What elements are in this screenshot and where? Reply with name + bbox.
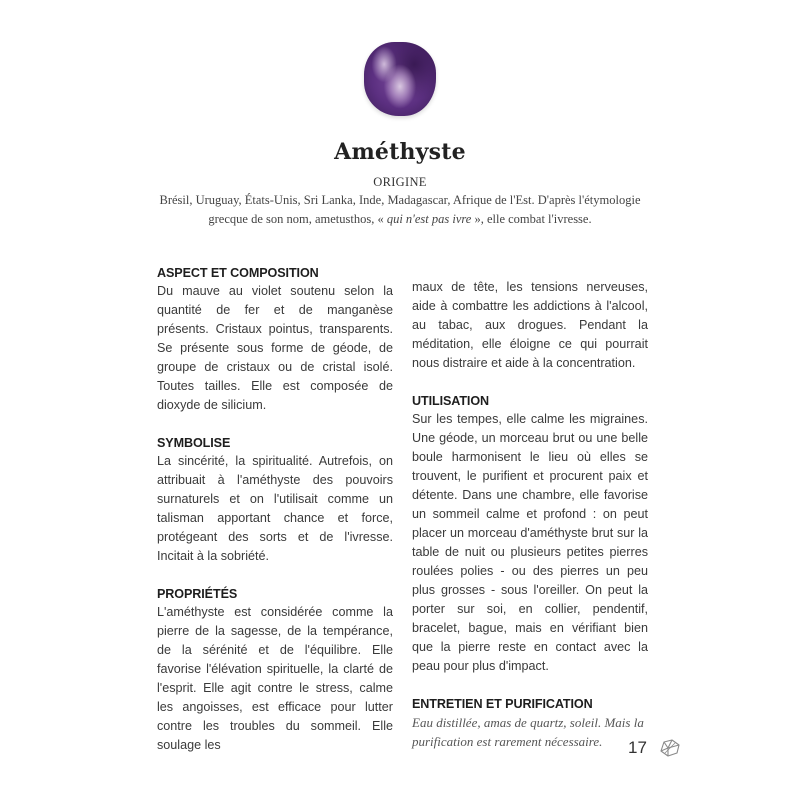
left-column: [157, 265, 393, 775]
section-body: L'améthyste est considérée comme la pierre de la sagesse, de la tempérance, de la sérénité et de l'équilibre. Elle favorise l'élévation spirituelle, la clarté de l'esprit. Elle agit contre le stress, calme les angoisses, est efficace pour lutter contre les troubles du sommeil. Elle soulage les: [157, 605, 393, 752]
section-body: Sur les tempes, elle calme les migraines. Une géode, un morceau brut ou une belle boule harmonisent le lieu où elles se trouvent, le purifient et procurent paix et détente. Dans une chambre, elle favorise un sommeil calme et profond : on peut placer un morceau d'améthyste brut sur la table de nuit ou plusieurs petites pierres roulées polies - ou des pierres un peu plus grosses - sous l'oreiller. On peut la porter sur soi, en collier, pendentif, bracelet, bague, mais en vérifiant bien que la pierre reste en contact avec la peau pour plus d'impact.: [412, 411, 648, 673]
origin-text-after: », elle combat l'ivresse.: [471, 212, 592, 226]
section-aspect-composition: [157, 265, 393, 415]
section-heading: UTILISATION: [412, 393, 490, 408]
page-footer: [628, 738, 681, 758]
section-proprietes: [157, 586, 393, 755]
section-heading: ASPECT ET COMPOSITION: [157, 266, 319, 280]
crystal-icon: [659, 739, 681, 757]
origin-text-italic: qui n'est pas ivre: [386, 212, 472, 226]
origin-label: ORIGINE: [373, 175, 427, 189]
section-body: Eau distillée, amas de quartz, soleil. Mais la purification est rarement nécessaire.: [412, 714, 644, 749]
right-column: [412, 265, 648, 771]
origin-text-before: Brésil, Uruguay, États-Unis, Sri Lanka, Inde, Madagascar, Afrique de l'Est. D'après l'étymologie grecque de son nom, ametusthos, «: [159, 193, 641, 226]
section-heading: PROPRIÉTÉS: [157, 587, 238, 601]
section-utilisation: [412, 393, 648, 676]
section-body: La sincérité, la spiritualité. Autrefois, on attribuait à l'améthyste des pouvoirs surnaturels et on l'utilisait comme un talisman apportant chance et force, protégeant des sorts et de l'ivresse. Incitait à la sobriété.: [157, 454, 393, 563]
page-number: 17: [628, 738, 647, 757]
amethyst-stone-image: [364, 42, 436, 116]
section-symbolise: [157, 435, 393, 566]
origin-text: [150, 191, 650, 229]
proprietes-continuation: maux de tête, les tensions nerveuses, aide à combattre les addictions à l'alcool, au tabac, aux drogues. Pendant la méditation, elle éloigne ce qui pourrait nous distraire et aide à la concentration.: [412, 279, 648, 370]
section-body: Du mauve au violet soutenu selon la quantité de fer et de manganèse présents. Cristaux pointus, transparents. Se présente sous forme de géode, de groupe de cristaux ou de cristal isolé. Toutes tailles. Elle est composée de dioxyde de silicium.: [157, 284, 393, 412]
section-heading: SYMBOLISE: [157, 436, 231, 450]
page-title: Améthyste: [334, 139, 466, 165]
section-entretien-purification: [412, 696, 648, 751]
section-heading: ENTRETIEN ET PURIFICATION: [412, 696, 593, 711]
